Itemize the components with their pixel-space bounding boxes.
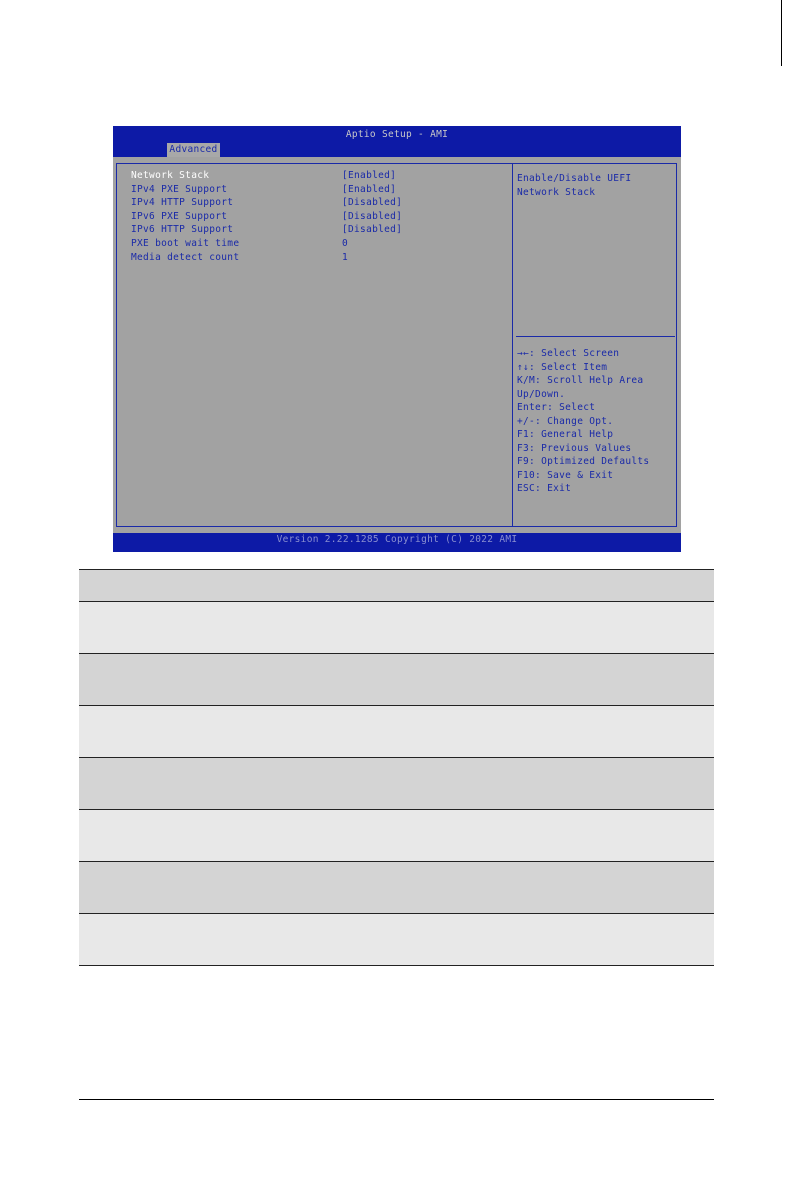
description-table bbox=[79, 569, 714, 966]
setting-row[interactable] bbox=[131, 224, 511, 237]
setting-value[interactable]: [Disabled] bbox=[342, 210, 403, 222]
key-help-item: Up/Down. bbox=[517, 388, 566, 400]
key-help-item: →←: Select Screen bbox=[517, 348, 620, 359]
table-row bbox=[79, 758, 714, 810]
setting-label: IPv6 HTTP Support bbox=[131, 224, 234, 236]
setting-row[interactable] bbox=[131, 238, 511, 251]
setting-value[interactable]: 1 bbox=[342, 251, 349, 263]
table-row bbox=[79, 810, 714, 862]
table-row bbox=[79, 602, 714, 654]
setting-value[interactable]: [Enabled] bbox=[342, 183, 397, 195]
key-help-item: F3: Previous Values bbox=[517, 442, 632, 454]
setting-label: IPv4 HTTP Support bbox=[131, 197, 234, 209]
setting-label: Network Stack bbox=[131, 170, 210, 181]
setting-value[interactable]: [Disabled] bbox=[342, 224, 403, 236]
bios-setup-screen bbox=[113, 126, 681, 552]
margin-rule bbox=[781, 0, 782, 66]
table-row bbox=[79, 706, 714, 758]
setting-row[interactable] bbox=[131, 211, 511, 224]
bios-body bbox=[113, 157, 681, 533]
table-header bbox=[79, 570, 714, 602]
key-help-item: F10: Save & Exit bbox=[517, 469, 614, 481]
key-help-item: F9: Optimized Defaults bbox=[517, 456, 650, 467]
setting-row[interactable] bbox=[131, 197, 511, 210]
setting-value[interactable]: [Disabled] bbox=[342, 197, 403, 209]
setting-label: Media detect count bbox=[131, 251, 240, 263]
key-help-item: F1: General Help bbox=[517, 429, 614, 440]
table-row bbox=[79, 654, 714, 706]
setting-label: IPv6 PXE Support bbox=[131, 210, 228, 222]
item-help-text: Enable/Disable UEFI Network Stack bbox=[517, 173, 632, 198]
key-help-item: +/-: Change Opt. bbox=[517, 415, 614, 427]
setting-value[interactable]: [Enabled] bbox=[342, 170, 397, 181]
setting-value[interactable]: 0 bbox=[342, 238, 349, 249]
table-row bbox=[79, 914, 714, 966]
setting-row[interactable] bbox=[131, 170, 511, 183]
table-row bbox=[79, 862, 714, 914]
key-help-item: ↑↓: Select Item bbox=[517, 361, 608, 373]
setting-label: PXE boot wait time bbox=[131, 238, 240, 249]
help-divider bbox=[516, 336, 675, 337]
bios-version-footer: Version 2.22.1285 Copyright (C) 2022 AMI bbox=[276, 534, 518, 545]
footer-rule bbox=[79, 1099, 714, 1100]
setting-label: IPv4 PXE Support bbox=[131, 183, 228, 195]
setting-row[interactable] bbox=[131, 252, 511, 265]
key-help-item: Enter: Select bbox=[517, 402, 596, 413]
key-help-list bbox=[517, 347, 677, 496]
setting-row[interactable] bbox=[131, 184, 511, 197]
key-help-item: K/M: Scroll Help Area bbox=[517, 375, 644, 386]
key-help-item: ESC: Exit bbox=[517, 483, 572, 494]
tab-advanced[interactable]: Advanced bbox=[167, 143, 220, 157]
bios-title: Aptio Setup - AMI bbox=[345, 129, 449, 140]
panel-divider bbox=[512, 163, 513, 527]
